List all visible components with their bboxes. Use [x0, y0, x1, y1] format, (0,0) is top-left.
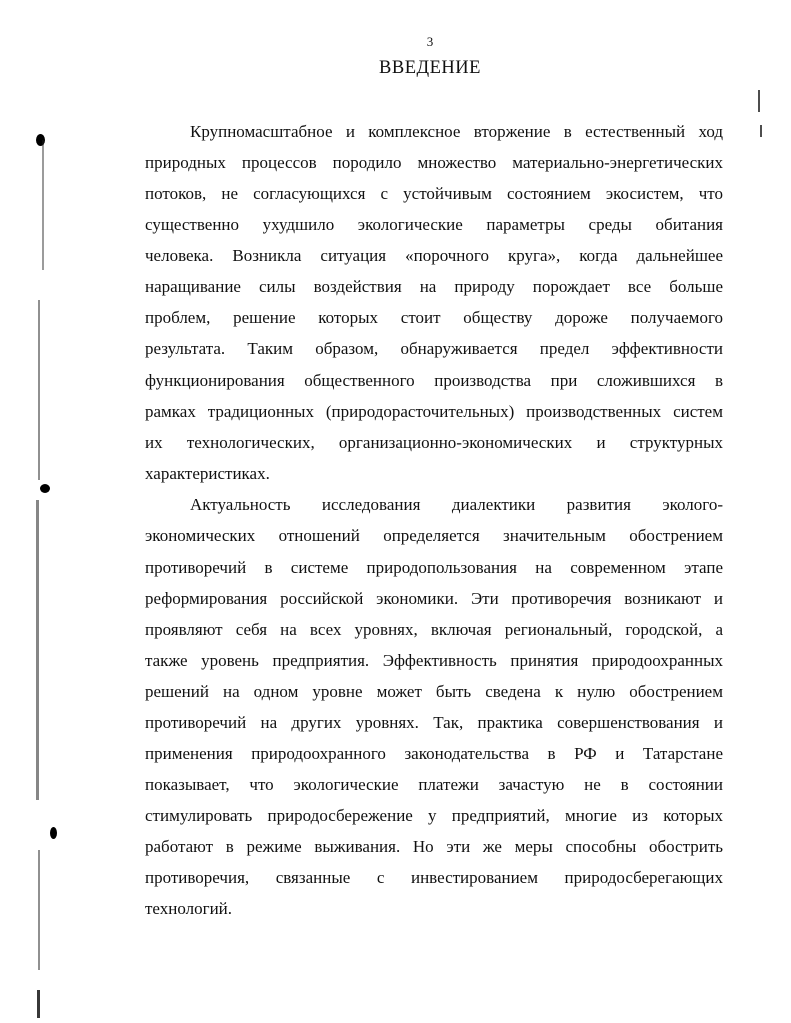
scan-artifact — [50, 827, 57, 839]
text-line: проявляют себя на всех уровнях, включая региональный, городской, а — [145, 620, 723, 639]
text-line: противоречия, связанные с инвестированием природосберегающих — [145, 868, 723, 887]
text-line: Крупномасштабное и комплексное вторжение в естественный ход — [190, 122, 723, 141]
text-line: стимулировать природосбережение у предприятий, многие из которых — [145, 806, 723, 825]
scan-artifact — [40, 484, 50, 493]
text-line: характеристиках. — [145, 464, 270, 483]
scan-artifact — [760, 125, 762, 137]
text-line: потоков, не согласующихся с устойчивым состоянием экосистем, что — [145, 184, 723, 203]
text-line: показывает, что экологические платежи зачастую не в состоянии — [145, 775, 723, 794]
text-line: противоречий на других уровнях. Так, практика совершенствования и — [145, 713, 723, 732]
text-line: противоречий в системе природопользования на современном этапе — [145, 558, 723, 577]
text-line: их технологических, организационно-экономических и структурных — [145, 433, 723, 452]
text-line: применения природоохранного законодательства в РФ и Татарстане — [145, 744, 723, 763]
text-line: экономических отношений определяется значительным обострением — [145, 526, 723, 545]
scan-artifact — [36, 500, 39, 800]
text-line: результата. Таким образом, обнаруживается предел эффективности — [145, 339, 723, 358]
text-line: природных процессов породило множество материально-энергетических — [145, 153, 723, 172]
scan-artifact — [758, 90, 760, 112]
text-line: человека. Возникла ситуация «порочного круга», когда дальнейшее — [145, 246, 723, 265]
text-line: наращивание силы воздействия на природу порождает все больше — [145, 277, 723, 296]
scan-artifact — [38, 300, 40, 480]
text-line: технологий. — [145, 899, 233, 918]
text-line: Актуальность исследования диалектики развития эколого- — [190, 495, 723, 514]
text-line: рамках традиционных (природорасточительных) производственных систем — [145, 402, 723, 421]
text-line: реформирования российской экономики. Эти противоречия возникают и — [145, 589, 723, 608]
text-line: существенно ухудшило экологические параметры среды обитания — [145, 215, 723, 234]
page-title: ВВЕДЕНИЕ — [379, 58, 481, 78]
text-line: работают в режиме выживания. Но эти же меры способны обострить — [145, 837, 723, 856]
scan-artifact — [38, 850, 40, 970]
text-line: функционирования общественного производства при сложившихся в — [145, 371, 723, 390]
page-number: 3 — [426, 34, 434, 49]
scan-artifact — [37, 990, 40, 1018]
text-line: также уровень предприятия. Эффективность принятия природоохранных — [145, 651, 723, 670]
text-line: решений на одном уровне может быть сведена к нулю обострением — [145, 682, 723, 701]
scan-artifact — [42, 140, 44, 270]
text-line: проблем, решение которых стоит обществу дороже получаемого — [145, 308, 723, 327]
